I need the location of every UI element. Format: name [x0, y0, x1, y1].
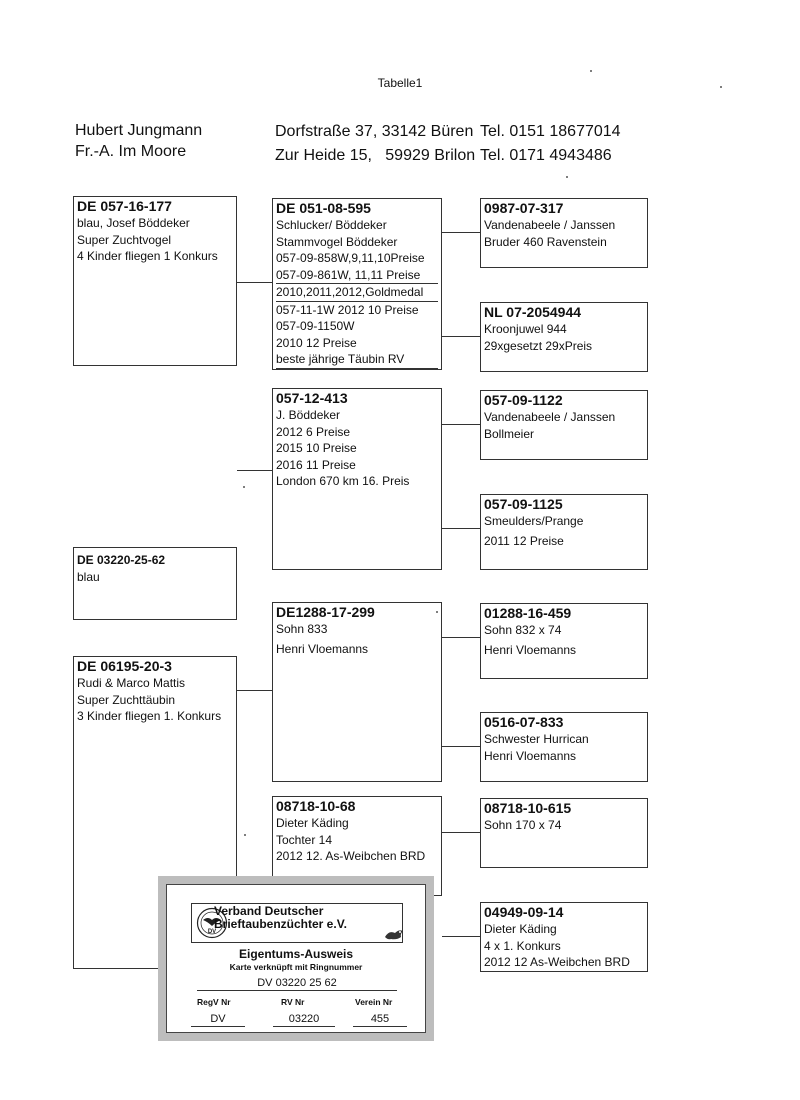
great-grandparent-8-line-2: 4 x 1. Konkurs	[484, 938, 561, 953]
connector-mother-gp3	[237, 690, 272, 691]
scan-speck	[590, 70, 592, 72]
owner-1-phone: Tel. 0151 18677014	[480, 123, 621, 140]
great-grandparent-6-line-1: Schwester Hurrican	[484, 732, 589, 746]
great-grandparent-6-line-2: Henri Vloemanns	[484, 748, 577, 763]
great-grandparent-3-ring: 057-09-1122	[484, 392, 563, 408]
card-subtitle: Karte verknüpft mit Ringnummer	[229, 962, 363, 972]
grandparent-2-line-4: 2016 11 Preise	[276, 457, 356, 472]
great-grandparent-2-ring: NL 07-2054944	[484, 304, 582, 320]
grandparent-1-line-7: 057-09-1150W	[276, 319, 355, 333]
connector-gp1-ggp1	[442, 232, 480, 233]
scan-speck	[244, 834, 246, 836]
great-grandparent-3-line-2: Bollmeier	[484, 426, 535, 441]
father-ring: DE 057-16-177	[77, 198, 172, 214]
connector-gp3-ggp6	[442, 746, 480, 747]
grandparent-4-line-3: 2012 12. As-Weibchen BRD	[276, 849, 426, 863]
grandparent-3-line-1: Sohn 833	[276, 622, 328, 636]
grandparent-2-box	[272, 388, 442, 570]
great-grandparent-8-line-3: 2012 12 As-Weibchen BRD	[484, 955, 630, 969]
great-grandparent-8-ring: 04949-09-14	[484, 904, 564, 920]
great-grandparent-4-line-2: 2011 12 Preise	[484, 533, 564, 548]
great-grandparent-1-ring: 0987-07-317	[484, 200, 564, 216]
great-grandparent-6-ring: 0516-07-833	[484, 714, 564, 730]
scan-speck	[436, 611, 438, 613]
card-value-regv: DV	[191, 1012, 245, 1027]
great-grandparent-1-box	[480, 198, 648, 268]
grandparent-2-ring: 057-12-413	[276, 390, 348, 406]
card-value-rv: 03220	[273, 1012, 335, 1027]
grandparent-1-line-8: 2010 12 Preise	[276, 335, 357, 350]
owner-1-address: Dorfstraße 37, 33142 Büren	[275, 123, 474, 140]
org-name	[214, 905, 347, 931]
grandparent-2-line-2: 2012 6 Preise	[276, 424, 351, 439]
father-line-2: Super Zuchtvogel	[77, 232, 172, 247]
mother-line-2: Super Zuchttäubin	[77, 692, 176, 707]
great-grandparent-5-box	[480, 603, 648, 679]
great-grandparent-7-ring: 08718-10-615	[484, 800, 572, 816]
connector-gp4-ggp7	[442, 832, 480, 833]
great-grandparent-8-box	[480, 902, 648, 972]
father-line-3: 4 Kinder fliegen 1 Konkurs	[77, 249, 218, 263]
grandparent-1-line-6: 057-11-1W 2012 10 Preise	[276, 302, 419, 317]
ownership-card	[158, 876, 434, 1041]
owner-2-phone: Tel. 0171 4943486	[480, 147, 612, 164]
connector-gp2-ggp3	[442, 424, 480, 425]
grandparent-3-line-2: Henri Vloemanns	[276, 641, 369, 656]
connector-gp4-ggp8	[442, 936, 480, 937]
scan-speck	[720, 86, 722, 88]
grandparent-1-line-4: 057-09-861W, 11,11 Preise	[276, 267, 438, 285]
great-grandparent-7-line-1: Sohn 170 x 74	[484, 818, 562, 832]
great-grandparent-3-line-1: Vandenabeele / Janssen	[484, 410, 616, 424]
bird-ring: DE 03220-25-62	[77, 553, 166, 567]
great-grandparent-2-box	[480, 302, 648, 372]
owner-2-name: Fr.-A. Im Moore	[75, 143, 187, 160]
great-grandparent-8-line-1: Dieter Käding	[484, 922, 557, 936]
bird-color: blau	[77, 570, 100, 584]
great-grandparent-1-line-1: Vandenabeele / Janssen	[484, 218, 616, 232]
org-line-2: Brieftaubenzüchter e.V.	[214, 917, 347, 931]
card-header-regv: RegV Nr	[197, 997, 231, 1007]
pigeon-icon	[383, 927, 405, 943]
grandparent-3-box	[272, 602, 442, 782]
grandparent-4-ring: 08718-10-68	[276, 798, 356, 814]
grandparent-1-line-1: Schlucker/ Böddeker	[276, 218, 387, 232]
great-grandparent-7-box	[480, 798, 648, 868]
father-box	[73, 196, 237, 366]
grandparent-2-line-5: London 670 km 16. Preis	[276, 474, 410, 488]
great-grandparent-1-line-2: Bruder 460 Ravenstein	[484, 234, 607, 249]
great-grandparent-3-box	[480, 390, 648, 460]
scan-speck	[566, 176, 568, 178]
mother-ring: DE 06195-20-3	[77, 658, 172, 674]
grandparent-1-box	[272, 198, 442, 370]
grandparent-1-ring: DE 051-08-595	[276, 200, 371, 216]
grandparent-2-line-3: 2015 10 Preise	[276, 441, 357, 455]
mother-line-1: Rudi & Marco Mattis	[77, 676, 186, 690]
great-grandparent-5-line-1: Sohn 832 x 74	[484, 623, 562, 637]
great-grandparent-5-ring: 01288-16-459	[484, 605, 572, 621]
great-grandparent-6-box	[480, 712, 648, 782]
connector-gp2-ggp4	[442, 528, 480, 529]
great-grandparent-4-ring: 057-09-1125	[484, 496, 563, 512]
grandparent-1-line-9: beste jährige Täubin RV	[276, 351, 438, 369]
bird-box	[73, 547, 237, 620]
grandparent-1-line-5: 2010,2011,2012,Goldmedal	[276, 284, 438, 302]
svg-text:DV: DV	[207, 929, 217, 935]
great-grandparent-4-box	[480, 494, 648, 570]
card-header-rv: RV Nr	[281, 997, 305, 1007]
great-grandparent-2-line-2: 29xgesetzt 29xPreis	[484, 338, 593, 353]
connector-father-gp2	[237, 470, 272, 471]
grandparent-4-line-2: Tochter 14	[276, 832, 333, 847]
ownership-card-inner	[166, 884, 426, 1033]
sheet-title: Tabelle1	[377, 76, 423, 90]
org-line-1: Verband Deutscher	[214, 904, 324, 918]
grandparent-2-line-1: J. Böddeker	[276, 408, 341, 422]
connector-father-gp1	[237, 282, 272, 283]
connector-gp3-ggp5	[442, 637, 480, 638]
card-header-verein: Verein Nr	[355, 997, 393, 1007]
grandparent-3-ring: DE1288-17-299	[276, 604, 375, 620]
owner-2-address: Zur Heide 15, 59929 Brilon	[275, 147, 476, 164]
card-ring-number: DV 03220 25 62	[197, 976, 397, 991]
owner-1-name: Hubert Jungmann	[75, 122, 203, 139]
connector-gp1-ggp2	[442, 336, 480, 337]
grandparent-1-line-2: Stammvogel Böddeker	[276, 234, 398, 249]
grandparent-4-line-1: Dieter Käding	[276, 816, 349, 830]
mother-line-3: 3 Kinder fliegen 1. Konkurs	[77, 709, 222, 723]
scan-speck	[243, 486, 245, 488]
card-value-verein: 455	[353, 1012, 407, 1027]
grandparent-1-line-3: 057-09-858W,9,11,10Preise	[276, 251, 425, 265]
card-title: Eigentums-Ausweis	[238, 947, 354, 961]
father-line-1: blau, Josef Böddeker	[77, 216, 190, 230]
great-grandparent-5-line-2: Henri Vloemanns	[484, 642, 577, 657]
great-grandparent-2-line-1: Kroonjuwel 944	[484, 322, 567, 336]
great-grandparent-4-line-1: Smeulders/Prange	[484, 514, 584, 528]
